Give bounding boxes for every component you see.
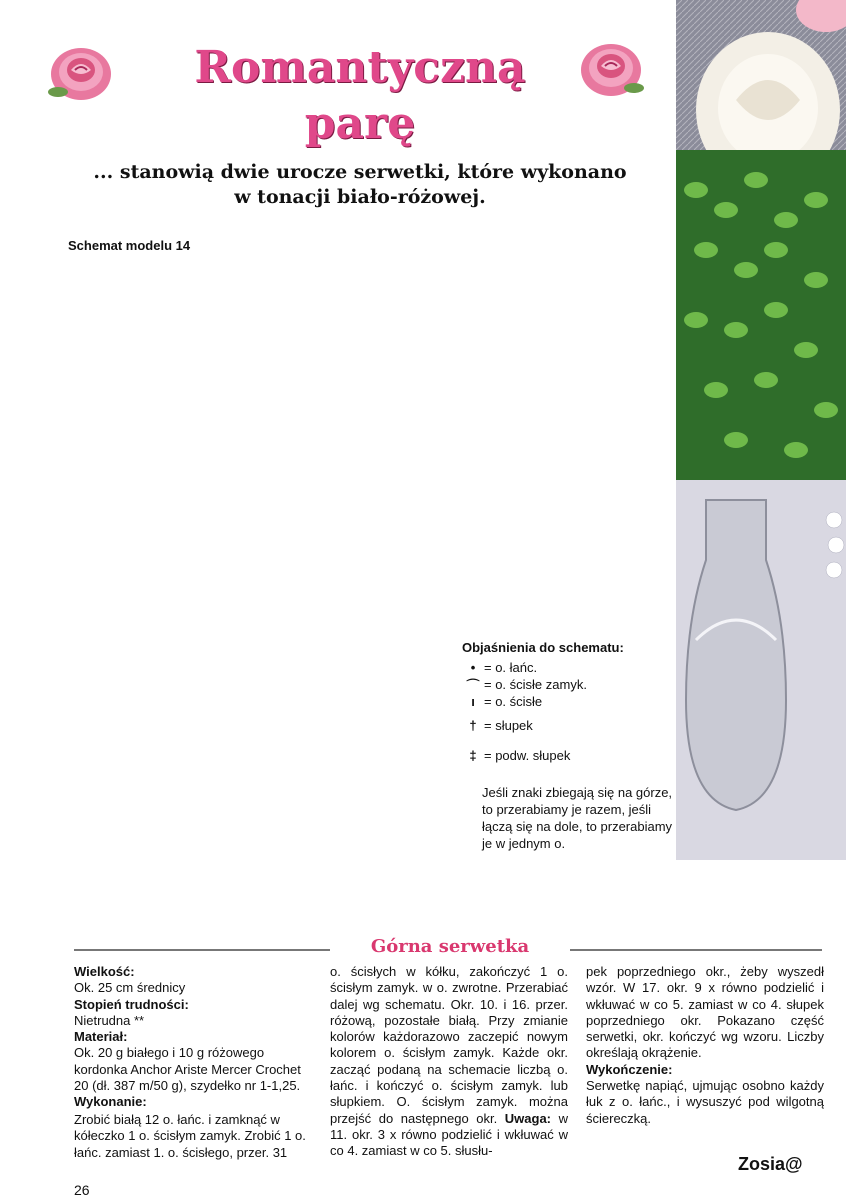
- signature: Zosia@: [738, 1154, 803, 1174]
- rose-decoration-icon: [44, 40, 118, 104]
- legend-item-single-crochet: [462, 693, 662, 710]
- execution-text-start: Zrobić białą 12 o. łańc. i zamknąć w kółeczko 1 o. ścisłym zamyk. Zrobić 1 o. łańc. zamiast 1. o. ścisłego, przer. 31: [74, 1112, 306, 1160]
- slip-stitch-icon: ⌒: [466, 678, 480, 693]
- rose-decoration-icon: [574, 36, 648, 100]
- note-text: w 11. okr. 3 x równo podzielić i wkłuwać w co 4. zamiast w co 5. słusłu-: [330, 1110, 568, 1159]
- size-text: Ok. 25 cm średnicy: [74, 980, 186, 996]
- legend-text: = podw. słupek: [484, 747, 571, 763]
- execution-text: o. ścisłych w kółku, zakończyć 1 o. ścisłym zamyk. w o. zwrotne. Przerabiać dalej wg schematu. Okr. 10. i 16. przer. różową, pozostałe białą. Przy zmianie kolorów każdorazowo zaczepić nowym kolorem o. ścisłym zamyk. Każde okr. zacząć podaną na schemacie liczbą o. łańc. i kończyć o. ścisłym zamyk. lub słupkiem. O. ścisłym zamyk. można przejść do następnego okr.: [330, 964, 568, 1126]
- execution-text-continued: [330, 964, 568, 1160]
- legend-item-double-crochet: [462, 710, 662, 740]
- schema-title: Schemat modelu 14: [68, 238, 191, 253]
- finishing-text: Serwetkę napiąć, ujmując osobno każdy łuk z o. łańc., i wysuszyć pod wilgotną ściereczką.: [586, 1078, 824, 1126]
- difficulty-text: Nietrudna **: [74, 1012, 145, 1028]
- note-label: Uwaga:: [504, 1110, 552, 1126]
- finishing-label: Wykończenie:: [586, 1061, 673, 1077]
- text-column-3: [586, 964, 824, 1127]
- section-title: Górna serwetka: [330, 936, 570, 957]
- subtitle: [70, 160, 650, 210]
- subtitle-line-2: w tonacji biało-różowej.: [234, 186, 486, 208]
- legend-text: = o. łańc.: [484, 660, 538, 675]
- subtitle-line-1: ... stanowią dwie urocze serwetki, które wykonano: [93, 161, 627, 183]
- material-label: Materiał:: [74, 1029, 128, 1045]
- difficulty-label: Stopień trudności:: [74, 996, 189, 1012]
- crochet-diagram: [60, 262, 490, 902]
- legend-text: = o. ścisłe: [484, 694, 543, 709]
- legend-item-slip-stitch: [462, 676, 662, 693]
- decor-photo: [676, 0, 846, 880]
- title-line-2: parę: [304, 98, 416, 149]
- legend-note: Jeśli znaki zbiegają się na górze, to przerabiamy je razem, jeśli łączą się na dole, to przerabiamy je w jednym o.: [482, 785, 673, 851]
- execution-label: Wykonanie:: [74, 1094, 147, 1110]
- legend-text: = słupek: [484, 717, 533, 733]
- material-text: Ok. 20 g białego i 10 g różowego kordonka Anchor Ariste Mercer Crochet 20 (dł. 387 m/50 g), szydełko nr 1-1,25.: [74, 1045, 301, 1094]
- section-divider: [560, 949, 822, 951]
- treble-crochet-icon: ‡: [469, 747, 477, 763]
- legend-item-chain: [462, 659, 662, 676]
- page-title: [150, 40, 570, 152]
- text-column-1: [74, 964, 314, 1111]
- section-divider: [74, 949, 334, 951]
- legend: [462, 640, 662, 770]
- chain-stitch-icon: •: [470, 660, 476, 675]
- legend-title: Objaśnienia do schematu:: [462, 640, 624, 655]
- size-label: Wielkość:: [74, 964, 135, 979]
- double-crochet-icon: †: [469, 717, 477, 733]
- title-line-1: Romantyczną: [194, 42, 526, 93]
- single-crochet-icon: ı: [471, 694, 475, 709]
- note-text-continued: pek poprzedniego okr., żeby wyszedł wzór. W 17. okr. 9 x równo podzielić i wkłuwać w co 5. zamiast w co 4. słupek poprzedniego okr. Pokazano część serwetki, okr. kończyć wg wzoru. Liczby określają okrążenie.: [586, 964, 824, 1061]
- execution-text-block: [74, 1112, 314, 1164]
- legend-item-treble-crochet: [462, 740, 662, 770]
- legend-text: = o. ścisłe zamyk.: [484, 677, 587, 692]
- page-number: 26: [74, 1182, 90, 1198]
